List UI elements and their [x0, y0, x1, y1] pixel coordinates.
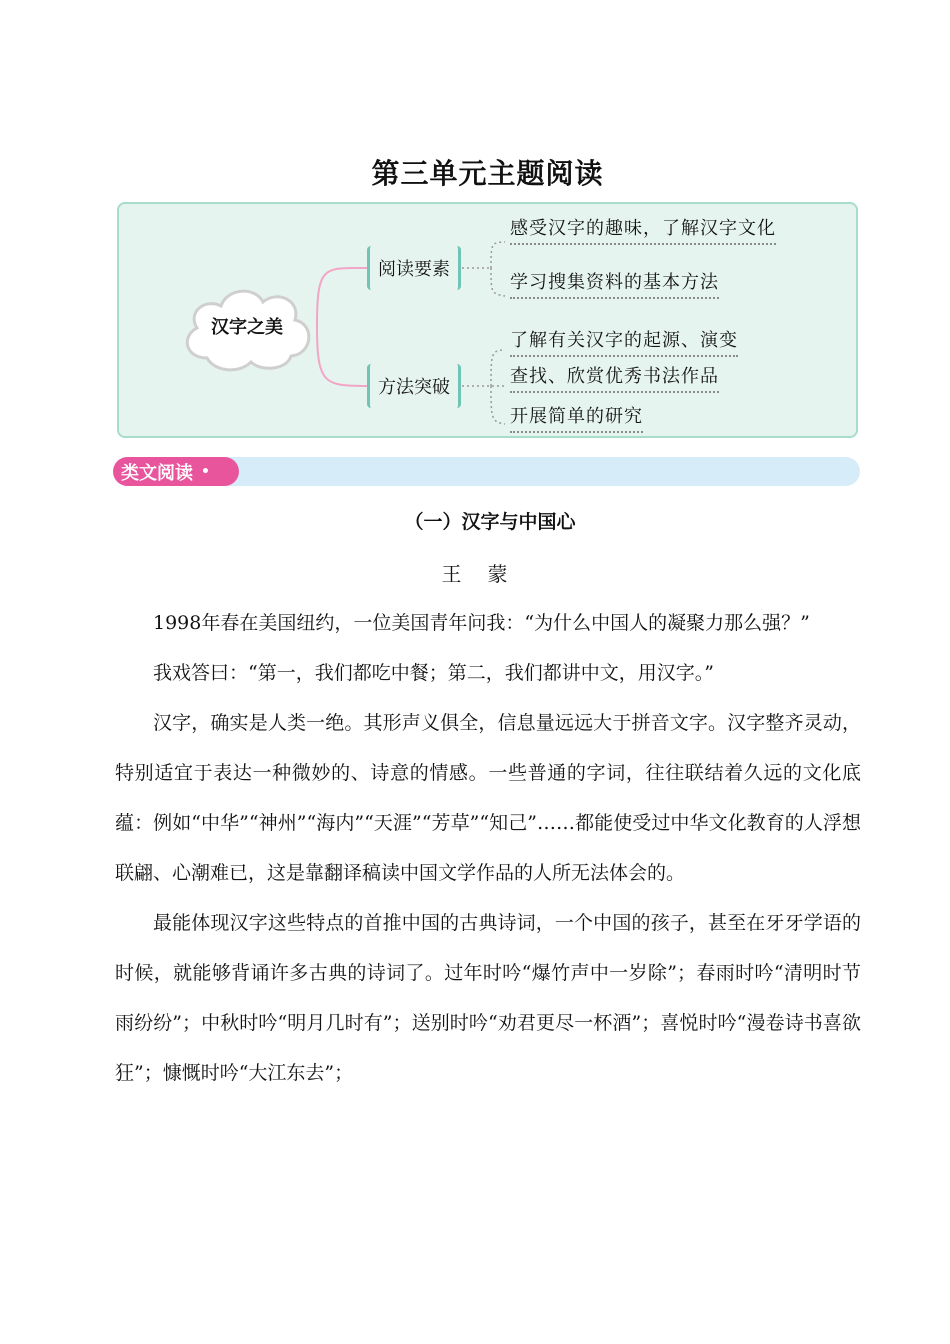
- article-title: （一）汉字与中国心: [404, 511, 576, 533]
- leaf-item: 感受汉字的趣味，了解汉字文化: [510, 214, 776, 245]
- section-label: 类文阅读: [121, 462, 193, 484]
- branch-reading-elements: 阅读要素: [367, 246, 461, 290]
- branch-method-breakthrough: 方法突破: [367, 364, 461, 408]
- leaf-item: 学习搜集资料的基本方法: [510, 268, 719, 299]
- unit-title: 第三单元主题阅读: [371, 157, 604, 190]
- mind-map-center: 汉字之美: [211, 317, 283, 338]
- mind-map: [117, 202, 858, 438]
- section-tag: [113, 457, 239, 486]
- section-dot: •: [201, 463, 210, 480]
- leaf-item: 了解有关汉字的起源、演变: [510, 326, 738, 357]
- leaf-item: 开展简单的研究: [510, 402, 643, 433]
- article-author: 王蒙: [441, 562, 534, 586]
- paragraph: 1998年春在美国纽约，一位美国青年问我：“为什么中国人的凝聚力那么强？”: [153, 612, 810, 634]
- paragraph: 最能体现汉字这些特点的首推中国的古典诗词，一个中国的孩子，甚至在牙牙学语的时候，就能够背诵许多古典的诗词了。过年时吟“爆竹声中一岁除”；春雨时吟“清明时节雨纷纷”；中秋时吟“明月几时有”；送别时吟“劝君更尽一杯酒”；喜悦时吟“漫卷诗书喜欲狂”；慷慨时吟“大江东去”；: [115, 912, 861, 1084]
- paragraph: 汉字，确实是人类一绝。其形声义俱全，信息量远远大于拼音文字。汉字整齐灵动，特别适宜于表达一种微妙的、诗意的情感。一些普通的字词，往往联结着久远的文化底蕴：例如“中华”“神州”“海内”“天涯”“芳草”“知己”……都能使受过中华文化教育的人浮想联翩、心潮难已，这是靠翻译稿读中国文学作品的人所无法体会的。: [115, 712, 861, 884]
- article-body: [115, 598, 861, 1098]
- leaf-item: 查找、欣赏优秀书法作品: [510, 362, 719, 393]
- paragraph: 我戏答曰：“第一，我们都吃中餐；第二，我们都讲中文，用汉字。”: [153, 662, 714, 684]
